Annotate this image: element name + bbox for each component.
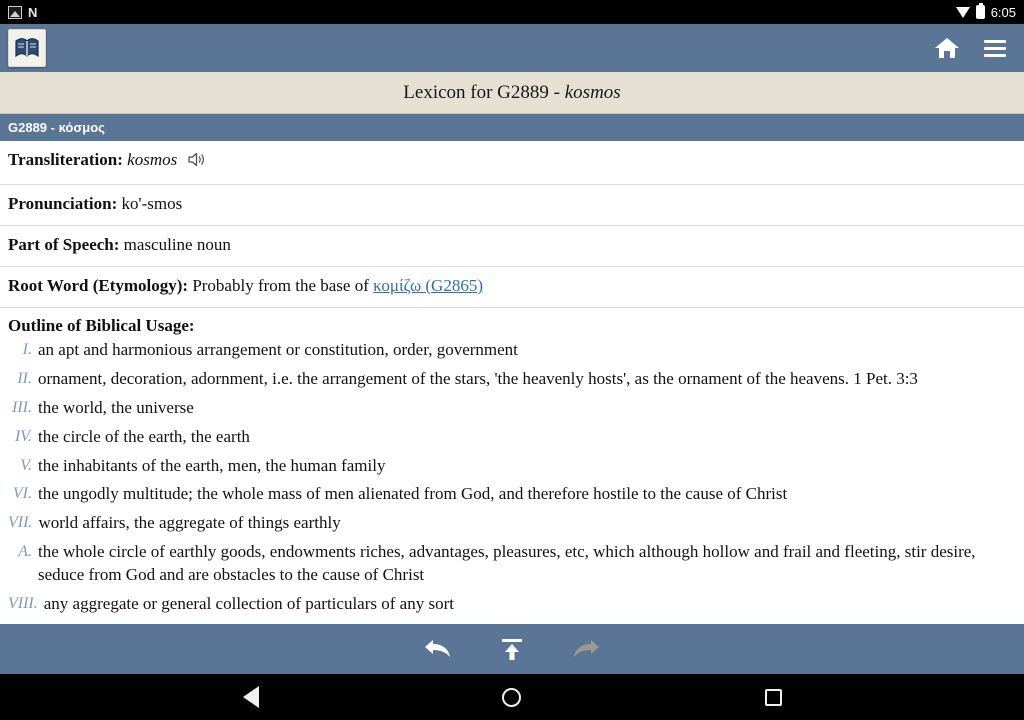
android-home-icon[interactable] (487, 674, 537, 720)
list-item (8, 397, 1016, 419)
outline-list (8, 339, 1016, 615)
list-item-sub (8, 541, 1016, 586)
list-item (8, 483, 1016, 505)
outline-text: the ungodly multitude; the whole mass of men alienated from God, and therefore hostile to the cause of Christ (38, 484, 788, 504)
field-root-word-value: Probably from the base of (192, 275, 374, 295)
speaker-icon[interactable] (187, 151, 206, 175)
outline-text: world affairs, the aggregate of things earthly (38, 513, 341, 533)
android-nav-bar (0, 674, 1024, 720)
app-bar (0, 24, 1024, 72)
outline-text: ornament, decoration, adornment, i.e. the arrangement of the stars, 'the heavenly hosts', as the ornament of the heavens. 1 Pet. 3:3 (38, 368, 918, 388)
field-root-word-label: Root Word (Etymology): (8, 275, 189, 295)
field-part-of-speech-value: masculine noun (123, 234, 231, 254)
status-bar-right-icons (956, 5, 1016, 20)
field-root-word (0, 267, 1024, 308)
outline-text: the inhabitants of the earth, men, the human family (38, 455, 386, 475)
android-recents-icon[interactable] (748, 674, 798, 720)
outline-number: V. (20, 456, 32, 474)
android-back-icon[interactable] (226, 674, 276, 720)
app-bar-actions (932, 33, 1010, 63)
field-transliteration-value: kosmos (127, 150, 178, 169)
root-word-link[interactable]: κομίζω (G2865) (373, 275, 483, 295)
list-item (8, 368, 1016, 390)
page-title-word: kosmos (564, 81, 621, 103)
outline-number: IV. (14, 427, 32, 445)
outline-number: VI. (12, 485, 32, 503)
list-item (8, 339, 1016, 361)
page-title-prefix: Lexicon for G2889 - (403, 81, 565, 103)
battery-icon (976, 5, 985, 19)
lexicon-content (0, 114, 1024, 624)
n-icon: N (28, 4, 38, 20)
field-transliteration (0, 141, 1024, 185)
hamburger-menu-icon[interactable] (980, 33, 1010, 63)
outline-section (0, 308, 1024, 624)
outline-number: II. (17, 369, 32, 387)
entry-header: G2889 - κόσμος (0, 114, 1024, 141)
field-transliteration-label: Transliteration: (8, 150, 123, 169)
outline-text: any aggregate or general collection of particulars of any sort (43, 593, 454, 613)
list-item (8, 455, 1016, 477)
outline-text: the world, the universe (38, 397, 194, 417)
outline-title: Outline of Biblical Usage: (8, 315, 195, 335)
outline-number: I. (22, 340, 32, 358)
field-part-of-speech-label: Part of Speech: (8, 234, 120, 254)
page-title (0, 72, 1024, 114)
image-icon (8, 6, 22, 19)
field-part-of-speech (0, 226, 1024, 267)
share-up-icon[interactable] (490, 630, 534, 668)
hamburger-bars (984, 40, 1006, 57)
android-status-bar (0, 0, 1024, 24)
back-arrow-icon[interactable] (416, 630, 460, 668)
list-item (8, 512, 1016, 534)
outline-number: VII. (8, 514, 33, 532)
outline-number: III. (12, 398, 32, 416)
wifi-icon (956, 7, 970, 18)
outline-number: VIII. (8, 594, 38, 612)
field-pronunciation-label: Pronunciation: (8, 193, 118, 213)
forward-arrow-icon[interactable] (564, 630, 608, 668)
status-bar-clock: 6:05 (990, 4, 1016, 20)
book-app-icon[interactable] (8, 29, 46, 67)
list-item (8, 426, 1016, 448)
field-pronunciation (0, 185, 1024, 226)
field-pronunciation-value: ko'-smos (121, 193, 183, 213)
list-item (8, 593, 1016, 615)
outline-text: an apt and harmonious arrangement or constitution, order, government (38, 339, 518, 359)
home-icon[interactable] (932, 33, 962, 63)
outline-text: the circle of the earth, the earth (38, 426, 250, 446)
outline-number: A. (18, 543, 32, 561)
bottom-toolbar (0, 624, 1024, 674)
status-bar-left-icons (8, 5, 37, 20)
outline-text: the whole circle of earthly goods, endowments riches, advantages, pleasures, etc, which although hollow and frail and fleeting, stir desire, seduce from God and are obstacles to the cause of Christ (38, 542, 976, 584)
